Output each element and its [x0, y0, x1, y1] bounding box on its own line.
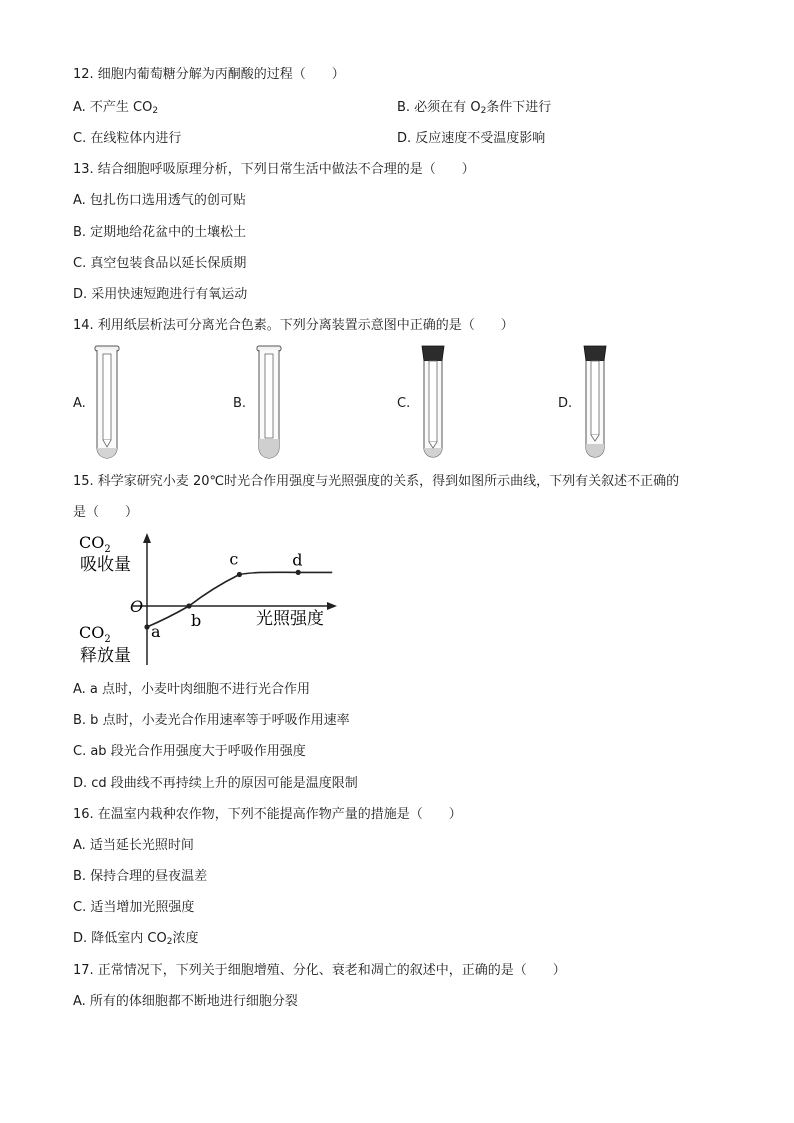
q13-option-b: B. 定期地给花盆中的土壤松土	[73, 225, 247, 240]
q12-stem: 12. 细胞内葡萄糖分解为丙酮酸的过程（ ）	[73, 67, 345, 82]
q15-option-a: A. a 点时，小麦叶肉细胞不进行光合作用	[73, 682, 311, 697]
q16-option-c: C. 适当增加光照强度	[73, 900, 195, 915]
test-tube-d-figure	[580, 344, 610, 462]
y-top-label: 吸收量	[80, 555, 131, 575]
y-bottom-label-co2: $CO_2$	[79, 623, 111, 645]
x-axis-label: 光照强度	[256, 609, 324, 629]
q15-stem-line1: 15. 科学家研究小麦 20℃时光合作用强度与光照强度的关系，得到如图所示曲线，下列有关叙述不正确的	[73, 474, 680, 489]
point-label-b: b	[191, 611, 202, 630]
q12-option-a: A. 不产生 $CO_2$	[73, 100, 159, 116]
q15-option-c: C. ab 段光合作用强度大于呼吸作用强度	[73, 744, 306, 759]
q14-label-a: A.	[73, 396, 86, 411]
q16-option-b: B. 保持合理的昼夜温差	[73, 869, 208, 884]
test-tube-b-figure	[254, 344, 284, 462]
x-axis-arrow-icon	[327, 602, 337, 610]
q14-label-c: C.	[397, 396, 411, 411]
point-d	[296, 570, 301, 575]
point-label-a: a	[151, 622, 161, 641]
q14-label-d: D.	[558, 396, 573, 411]
point-b	[186, 603, 191, 608]
q13-stem: 13. 结合细胞呼吸原理分析，下列日常生活中做法不合理的是（ ）	[73, 162, 475, 177]
q14-stem: 14. 利用纸层析法可分离光合色素。下列分离装置示意图中正确的是（ ）	[73, 318, 514, 333]
q15-option-d: D. cd 段曲线不再持续上升的原因可能是温度限制	[73, 776, 358, 791]
q17-option-a: A. 所有的体细胞都不断地进行细胞分裂	[73, 994, 298, 1009]
q16-option-a: A. 适当延长光照时间	[73, 838, 194, 853]
q12-option-d: D. 反应速度不受温度影响	[397, 131, 546, 146]
test-tube-a-figure	[92, 344, 122, 462]
point-a	[144, 624, 149, 629]
q12-option-b: B. 必须在有 $O_2$条件下进行	[397, 100, 552, 116]
y-bottom-label: 释放量	[80, 646, 131, 666]
q16-option-d: D. 降低室内 $CO_2$浓度	[73, 931, 199, 947]
q15-option-b: B. b 点时，小麦光合作用速率等于呼吸作用速率	[73, 713, 350, 728]
q14-label-b: B.	[233, 396, 247, 411]
q13-option-a: A. 包扎伤口选用透气的创可贴	[73, 193, 246, 208]
q13-option-c: C. 真空包装食品以延长保质期	[73, 256, 247, 271]
point-c	[237, 572, 242, 577]
q13-option-d: D. 采用快速短跑进行有氧运动	[73, 287, 248, 302]
point-label-d: d	[292, 550, 303, 570]
y-axis-arrow-icon	[143, 533, 151, 543]
q17-stem: 17. 正常情况下，下列关于细胞增殖、分化、衰老和凋亡的叙述中，正确的是（ ）	[73, 963, 566, 978]
q16-stem: 16. 在温室内栽种农作物，下列不能提高作物产量的措施是（ ）	[73, 807, 462, 822]
q15-stem-line2: 是（ ）	[73, 505, 139, 520]
origin-label: O	[130, 597, 144, 616]
q12-option-c: C. 在线粒体内进行	[73, 131, 182, 146]
photosynthesis-curve-chart	[75, 530, 345, 670]
y-top-label-co2: $CO_2$	[79, 533, 111, 555]
point-label-c: c	[229, 549, 239, 569]
test-tube-c-figure	[418, 344, 448, 462]
